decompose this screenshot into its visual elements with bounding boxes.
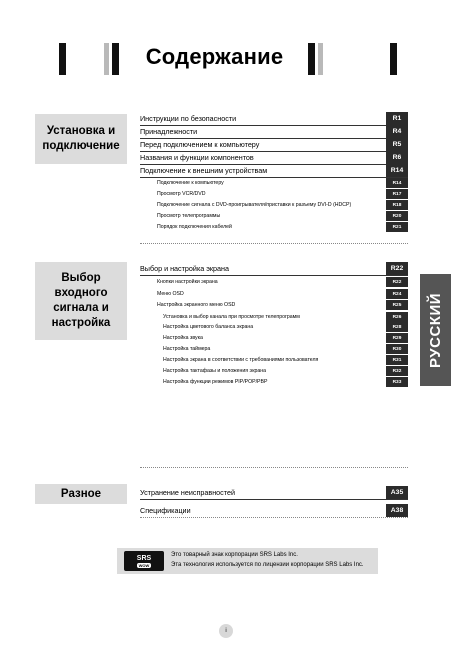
- toc-entry-text: Выбор и настройка экрана: [140, 264, 230, 273]
- section-divider: [140, 243, 408, 244]
- page-title: Содержание: [145, 44, 284, 69]
- toc-entry-text: Инструкции по безопасности: [140, 114, 237, 123]
- toc-entry[interactable]: [140, 262, 408, 276]
- language-tab: [420, 274, 451, 386]
- section-label-input-signal: Выбор входного сигнала и настройка: [35, 262, 127, 340]
- toc-entry[interactable]: [140, 112, 408, 126]
- toc-page-badge: A35: [386, 486, 408, 499]
- toc-entry[interactable]: [140, 138, 408, 152]
- toc-page-badge: R22: [386, 277, 408, 287]
- toc-subentry-text: Меню OSD: [157, 291, 184, 297]
- toc-subentry[interactable]: [163, 322, 408, 332]
- toc-subentry-text: Подключение сигнала с DVD-проигрывателя/приставки к разъему DVI-D (HDCP): [157, 202, 352, 208]
- toc-subentry-text: Просмотр телепрограммы: [157, 213, 221, 219]
- toc-page-badge: R31: [386, 355, 408, 365]
- toc-page-badge: A38: [386, 504, 408, 517]
- section-label-installation: Установка и подключение: [35, 114, 127, 164]
- toc-subentry[interactable]: [157, 300, 408, 310]
- toc-entry[interactable]: [140, 486, 408, 500]
- toc-page-badge: R32: [386, 366, 408, 376]
- toc-page-badge: R24: [386, 289, 408, 299]
- header-bar-left-dark-2: [112, 43, 119, 75]
- toc-page-badge: R33: [386, 377, 408, 387]
- toc-page-badge: R1: [386, 112, 408, 125]
- toc-subentry-text: Порядок подключения кабелей: [157, 224, 232, 230]
- toc-page-badge: R5: [386, 138, 408, 151]
- toc-subentry[interactable]: [157, 211, 408, 221]
- header-bar-right-dark-2: [390, 43, 397, 75]
- toc-subentry-text: Настройка цветового баланса экрана: [163, 324, 254, 330]
- toc-subentry-text: Просмотр VCR/DVD: [157, 191, 206, 197]
- toc-subentry[interactable]: [163, 312, 408, 322]
- language-tab-label: РУССКИЙ: [427, 292, 444, 368]
- toc-subentry-text: Подключение к компьютеру: [157, 180, 224, 186]
- toc-page-badge: R22: [386, 262, 408, 275]
- toc-page-badge: R28: [386, 322, 408, 332]
- header-bar-left-dark: [59, 43, 66, 75]
- toc-page-badge: R30: [386, 344, 408, 354]
- toc-subentry[interactable]: [163, 366, 408, 376]
- toc-subentry[interactable]: [157, 277, 408, 287]
- license-line: Эта технология используется по лицензии корпорации SRS Labs Inc.: [171, 562, 364, 568]
- header-bar-left-grey: [104, 43, 109, 75]
- toc-subentry-text: Настройка экранного меню OSD: [157, 302, 236, 308]
- toc-subentry[interactable]: [157, 189, 408, 199]
- toc-page-badge: R21: [386, 222, 408, 232]
- toc-entry-text: Подключение к внешним устройствам: [140, 166, 268, 175]
- toc-subentry-text: Настройка тактафазы и положения экрана: [163, 368, 266, 374]
- toc-subentry-text: Настройка экрана в соответствии с требованиями пользователя: [163, 357, 319, 363]
- toc-entry-text: Названия и функции компонентов: [140, 153, 254, 162]
- wow-logo-text: WOW: [138, 562, 150, 568]
- trademark-line: Это товарный знак корпорации SRS Labs Inc.: [171, 552, 298, 558]
- toc-entry-text: Спецификации: [140, 506, 191, 515]
- toc-subentry-text: Настройка таймера: [163, 346, 211, 352]
- toc-page-badge: R6: [386, 151, 408, 164]
- srs-wow-logo: [124, 551, 164, 571]
- toc-entry-text: Перед подключением к компьютеру: [140, 140, 260, 149]
- toc-subentry[interactable]: [157, 289, 408, 299]
- toc-subentry-text: Настройка функции режимов PIP/POP/PBP: [163, 379, 268, 385]
- toc-page-badge: R20: [386, 211, 408, 221]
- toc-entry[interactable]: [140, 164, 408, 178]
- toc-page-badge: R18: [386, 200, 408, 210]
- toc-subentry-text: Кнопки настройки экрана: [157, 279, 218, 285]
- srs-logo-text: SRS: [136, 554, 152, 562]
- toc-page-badge: R17: [386, 189, 408, 199]
- section-label-misc: Разное: [35, 484, 127, 504]
- toc-page-badge: R29: [386, 333, 408, 343]
- toc-subentry-text: Установка и выбор канала при просмотре телепрограмм: [163, 314, 300, 320]
- toc-subentry[interactable]: [157, 222, 408, 232]
- section-divider: [140, 467, 408, 468]
- toc-page-badge: R14: [386, 178, 408, 188]
- toc-page-badge: R14: [386, 164, 408, 177]
- toc-entry-text: Устранение неисправностей: [140, 488, 235, 497]
- toc-entry-text: Принадлежности: [140, 127, 198, 136]
- toc-subentry[interactable]: [157, 178, 408, 188]
- toc-page-badge: R26: [386, 312, 408, 322]
- toc-subentry[interactable]: [163, 333, 408, 343]
- toc-entry[interactable]: [140, 125, 408, 139]
- toc-subentry[interactable]: [163, 377, 408, 387]
- header-bar-right-grey: [318, 43, 323, 75]
- toc-subentry[interactable]: [163, 355, 408, 365]
- toc-page-badge: R4: [386, 125, 408, 138]
- toc-entry[interactable]: [140, 504, 408, 518]
- page-number: i: [219, 624, 233, 638]
- toc-page-badge: R25: [386, 300, 408, 310]
- toc-subentry[interactable]: [163, 344, 408, 354]
- toc-entry[interactable]: [140, 151, 408, 165]
- toc-subentry-text: Настройка звука: [163, 335, 203, 341]
- header-bar-right-dark: [308, 43, 315, 75]
- toc-subentry[interactable]: [157, 200, 408, 210]
